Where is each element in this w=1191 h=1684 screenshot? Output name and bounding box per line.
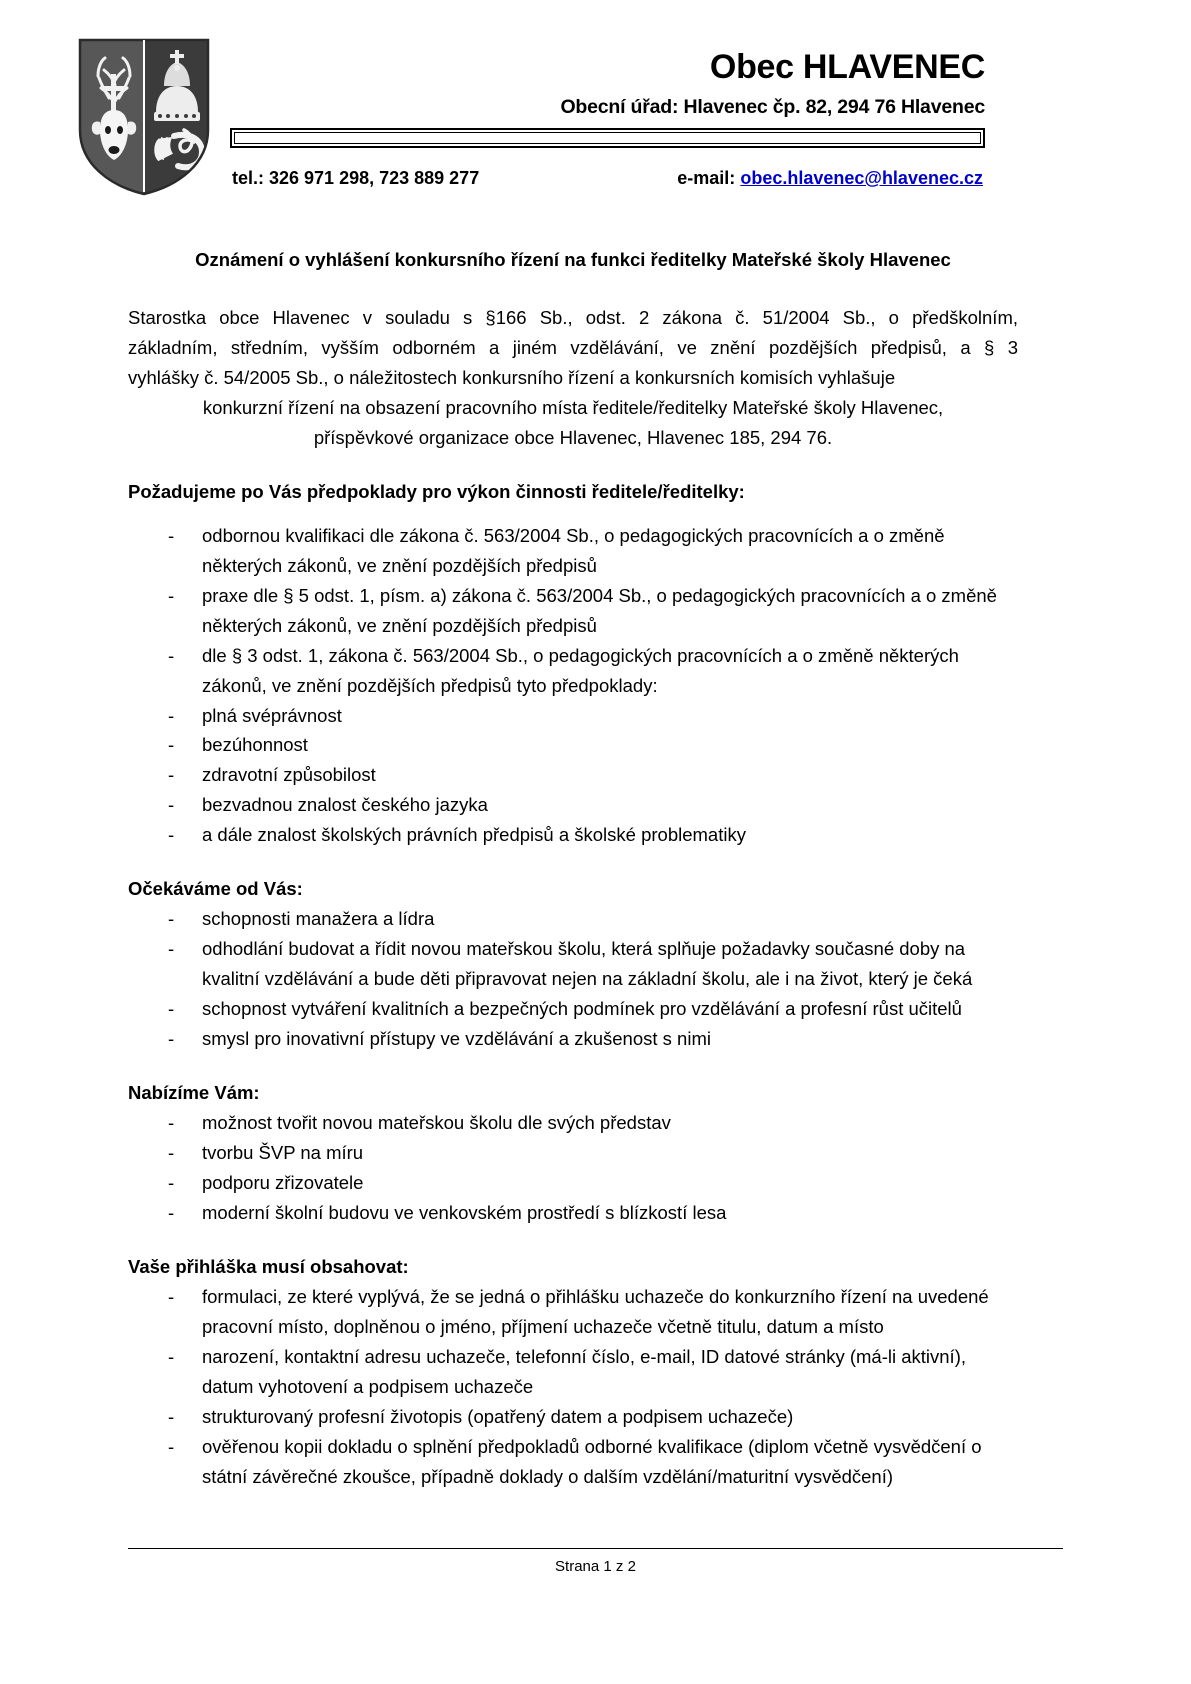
list-item: - strukturovaný profesní životopis (opatřený datem a podpisem uchazeče) [128,1402,1018,1432]
intro-line: Starostka obce Hlavenec v souladu s §166 Sb., odst. 2 zákona č. 51/2004 Sb., o předškolním, [128,306,1018,328]
email-block [677,168,985,189]
email-label: e-mail: [677,168,736,188]
expectations-list [128,904,1018,1054]
list-item: - zdravotní způsobilost [128,760,1018,790]
section-heading-offer: Nabízíme Vám: [128,1082,260,1104]
letterhead-text-block [230,48,985,188]
section-heading-requirements: Požadujeme po Vás předpoklady pro výkon činnosti ředitele/ředitelky: [128,480,745,502]
list-item: - praxe dle § 5 odst. 1, písm. a) zákona č. 563/2004 Sb., o pedagogických pracovnících a o změně některých zákonů, ve znění pozdějších předpisů [128,581,1018,641]
list-item: - schopnosti manažera a lídra [128,904,1018,934]
list-item: - narození, kontaktní adresu uchazeče, telefonní číslo, e-mail, ID datové stránky (má-li aktivní), datum vyhotovení a podpisem uchazeče [128,1342,1018,1402]
intro-line: konkurzní řízení na obsazení pracovního místa ředitele/ředitelky Mateřské školy Hlavenec, [202,396,944,418]
document-body [128,248,1018,1492]
footer-divider [128,1548,1063,1549]
coat-of-arms-icon [78,38,210,196]
phone-text: tel.: 326 971 298, 723 889 277 [232,168,480,188]
list-item: - moderní školní budovu ve venkovském prostředí s blízkostí lesa [128,1198,1018,1228]
list-item: - možnost tvořit novou mateřskou školu dle svých představ [128,1108,1018,1138]
list-item: - dle § 3 odst. 1, zákona č. 563/2004 Sb., o pedagogických pracovnících a o změně některých zákonů, ve znění pozdějších předpisů tyto předpoklady: [128,641,1018,701]
list-item: - formulaci, ze které vyplývá, že se jedná o přihlášku uchazeče do konkurzního řízení na uvedené pracovní místo, doplněnou o jméno, příjmení uchazeče včetně titulu, datum a místo [128,1282,1018,1342]
intro-paragraph [128,303,1018,453]
list-item: - podporu zřizovatele [128,1168,1018,1198]
list-item: - schopnost vytváření kvalitních a bezpečných podmínek pro vzdělávání a profesní růst učitelů [128,994,1018,1024]
intro-line: vyhlášky č. 54/2005 Sb., o náležitostech konkursního řízení a konkursních komisích vyhlašuje [128,366,896,388]
list-item: - odbornou kvalifikaci dle zákona č. 563/2004 Sb., o pedagogických pracovnících a o změně některých zákonů, ve znění pozdějších předpisů [128,521,1018,581]
header-divider-box [230,128,985,148]
application-list [128,1282,1018,1492]
section-heading-expectations: Očekáváme od Vás: [128,878,303,900]
page-number: Strana 1 z 2 [555,1558,636,1575]
list-item: - bezvadnou znalost českého jazyka [128,790,1018,820]
page-title: Oznámení o vyhlášení konkursního řízení na funkci ředitelky Mateřské školy Hlavenec [195,249,951,270]
list-item: - a dále znalost školských právních předpisů a školské problematiky [128,820,1018,850]
intro-line: příspěvkové organizace obce Hlavenec, Hlavenec 185, 294 76. [313,426,833,448]
list-item: - plná svéprávnost [128,701,1018,731]
list-item: - tvorbu ŠVP na míru [128,1138,1018,1168]
email-link[interactable]: obec.hlavenec@hlavenec.cz [740,168,983,188]
contact-row [230,168,985,189]
section-heading-application: Vaše přihláška musí obsahovat: [128,1255,409,1277]
requirements-list [128,521,1018,851]
list-item: - odhodlání budovat a řídit novou mateřskou školu, která splňuje požadavky současné doby na kvalitní vzdělávání a bude děti připravovat nejen na základní školu, ale i na život, který je čeká [128,934,1018,994]
intro-line: základním, středním, vyšším odborném a jiném vzdělávání, ve znění pozdějších předpisů, a § 3 [128,336,1018,358]
organization-address: Obecní úřad: Hlavenec čp. 82, 294 76 Hlavenec [560,95,985,118]
page-footer [128,1548,1063,1575]
offer-list [128,1108,1018,1228]
list-item: - ověřenou kopii dokladu o splnění předpokladů odborné kvalifikace (diplom včetně vysvědčení o státní závěrečné zkoušce, případně doklady o dalším vzdělání/maturitní vysvědčení) [128,1432,1018,1492]
organization-name: Obec HLAVENEC [709,48,985,86]
list-item: - smysl pro inovativní přístupy ve vzdělávání a zkušenost s nimi [128,1024,1018,1054]
letterhead [0,0,1191,205]
list-item: - bezúhonnost [128,730,1018,760]
